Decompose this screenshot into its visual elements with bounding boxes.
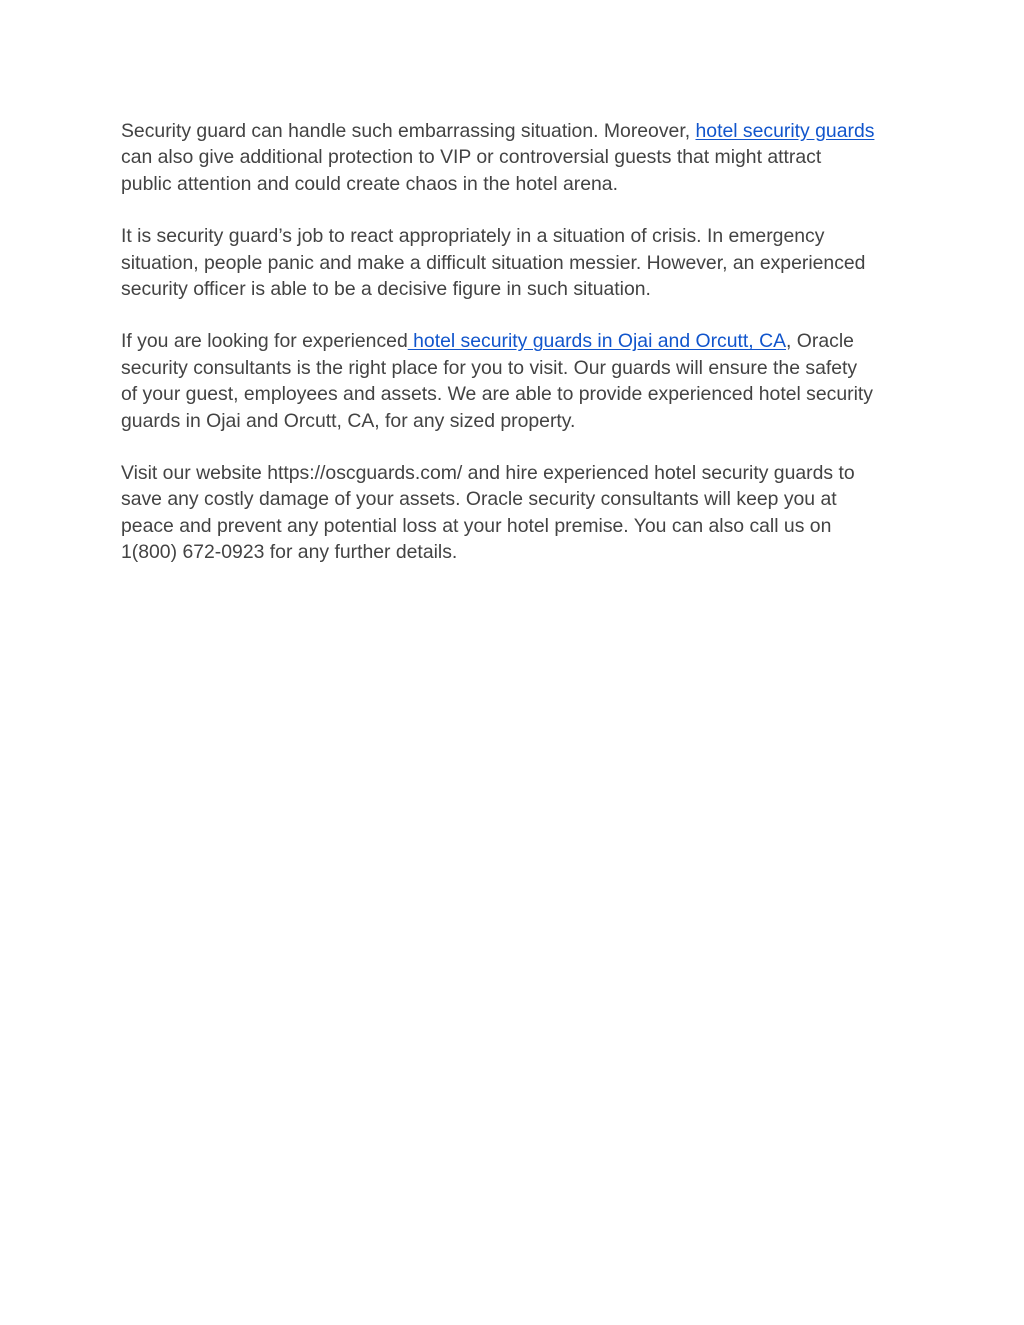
text-line: guards in Ojai and Orcutt, CA, for any sized property. bbox=[121, 409, 576, 432]
text-line bbox=[121, 328, 911, 354]
text-line: It is security guard’s job to react appropriately in a situation of crisis. In emergency bbox=[121, 225, 825, 248]
text-segment: , Oracle bbox=[786, 330, 854, 353]
paragraph-3 bbox=[121, 328, 911, 434]
text-line: public attention and could create chaos in the hotel arena. bbox=[121, 172, 618, 195]
text-line: situation, people panic and make a difficult situation messier. However, an experienced bbox=[121, 251, 866, 274]
text-line: security officer is able to be a decisive figure in such situation. bbox=[121, 278, 651, 301]
text-line: 1(800) 672-0923 for any further details. bbox=[121, 541, 458, 564]
text-line: peace and prevent any potential loss at your hotel premise. You can also call us on bbox=[121, 514, 832, 537]
text-line: Visit our website https://oscguards.com/ and hire experienced hotel security guards to bbox=[121, 462, 855, 485]
paragraph-2 bbox=[121, 223, 911, 302]
document-page bbox=[121, 118, 911, 592]
text-line: of your guest, employees and assets. We are able to provide experienced hotel security bbox=[121, 383, 873, 406]
text-line: save any costly damage of your assets. Oracle security consultants will keep you at bbox=[121, 488, 837, 511]
text-line bbox=[121, 118, 911, 144]
hotel-security-guards-link[interactable]: hotel security guards bbox=[695, 120, 875, 142]
paragraph-4 bbox=[121, 460, 911, 566]
text-segment: Security guard can handle such embarrassing situation. Moreover, bbox=[121, 120, 696, 142]
text-line: security consultants is the right place for you to visit. Our guards will ensure the safety bbox=[121, 356, 858, 379]
text-line: can also give additional protection to VIP or controversial guests that might attract bbox=[121, 146, 822, 169]
paragraph-1 bbox=[121, 118, 911, 197]
text-segment: If you are looking for experienced bbox=[121, 330, 408, 353]
hotel-security-guards-ojai-orcutt-link[interactable]: hotel security guards in Ojai and Orcutt, CA bbox=[407, 330, 787, 353]
